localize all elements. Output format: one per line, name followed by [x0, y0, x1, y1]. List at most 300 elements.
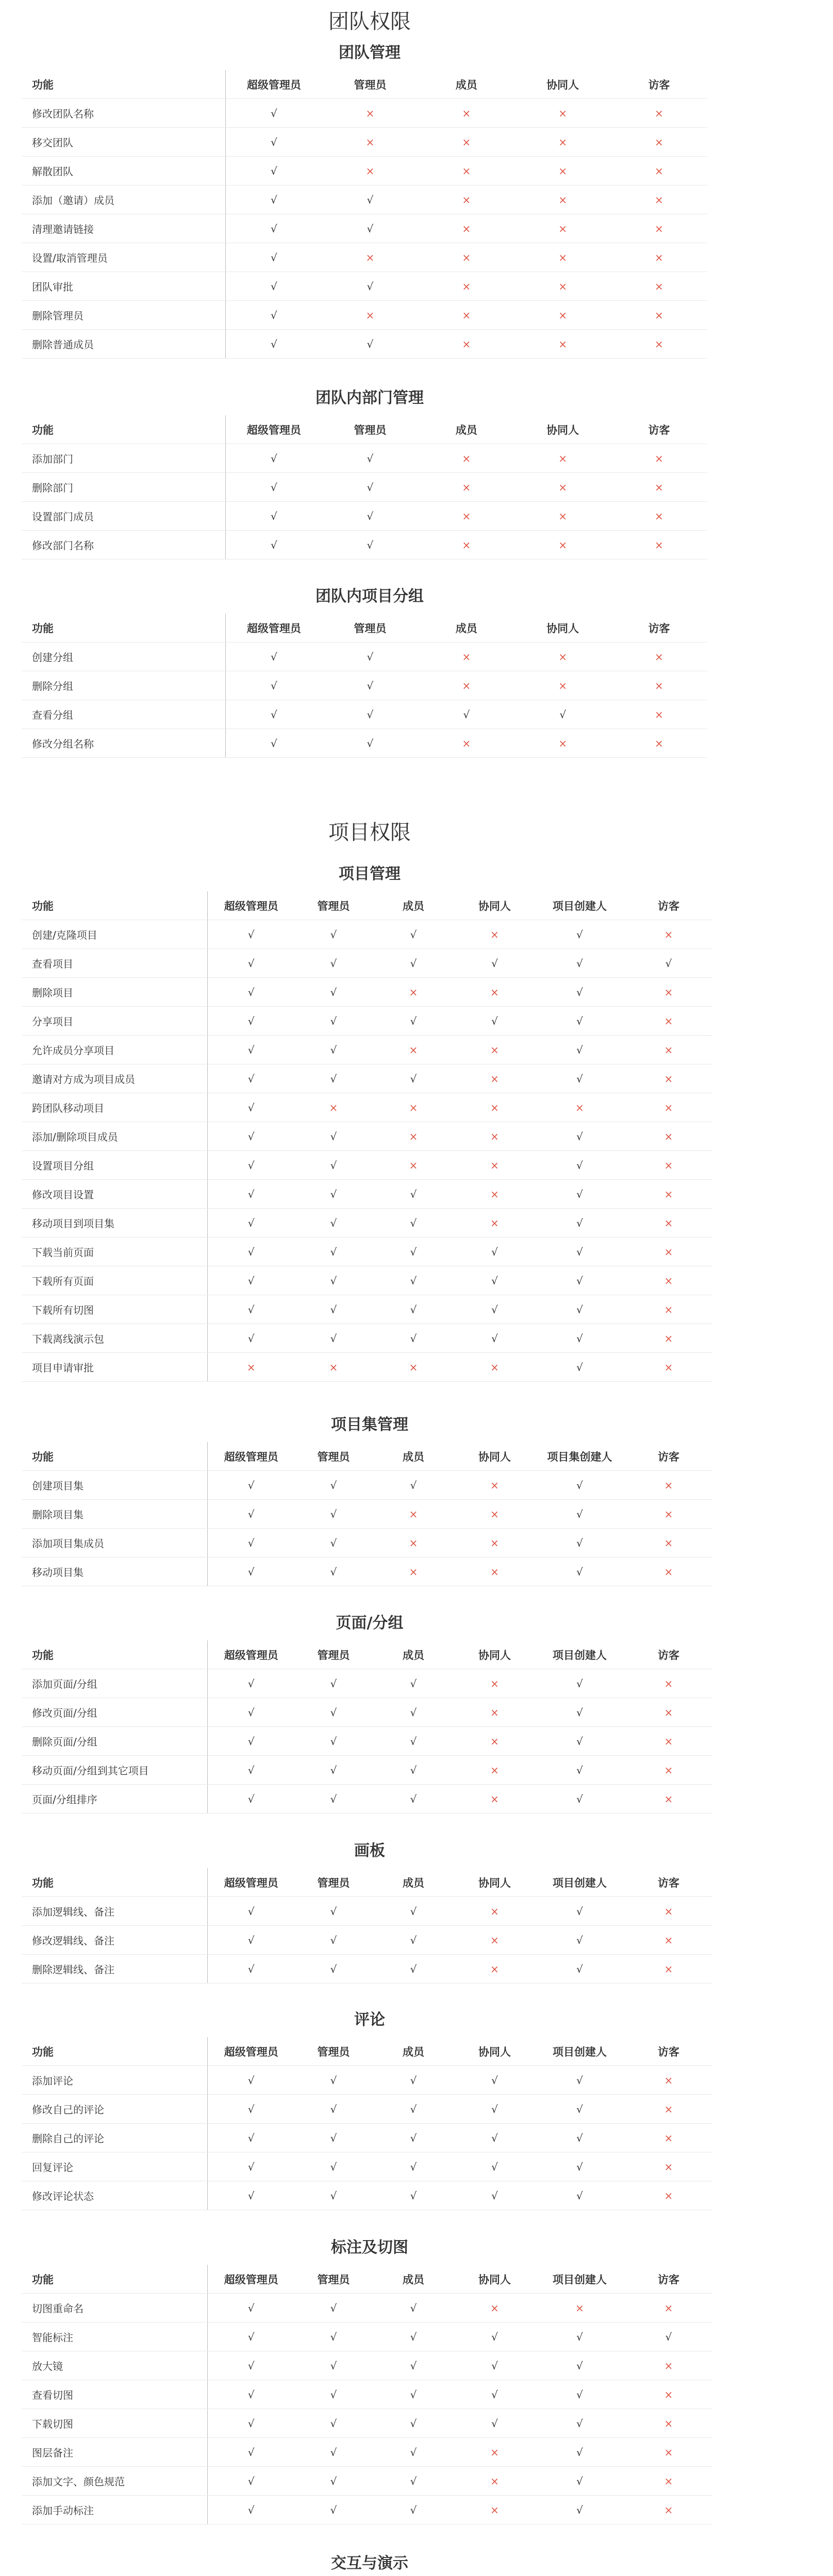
check-icon: √: [410, 1303, 417, 1316]
table-row: [22, 330, 707, 359]
permission-cell: [625, 2323, 712, 2351]
permission-cell: [535, 2467, 625, 2496]
permission-cell: [372, 2438, 455, 2467]
permission-cell: [535, 1785, 625, 1814]
check-icon: √: [330, 1303, 337, 1316]
cross-icon: ×: [664, 1274, 673, 1287]
permission-cell: [418, 157, 514, 185]
cross-icon: ×: [575, 2301, 584, 2314]
permission-cell: [625, 920, 712, 949]
cross-icon: ×: [664, 1962, 673, 1975]
cross-icon: ×: [490, 2503, 499, 2516]
check-icon: √: [270, 510, 277, 522]
permission-cell: [322, 671, 419, 700]
permission-cell: [535, 2066, 625, 2095]
cross-icon: ×: [490, 1159, 499, 1172]
cross-icon: ×: [409, 1043, 418, 1056]
check-icon: √: [410, 1792, 417, 1805]
permission-cell: [226, 157, 322, 185]
permission-cell: [295, 1007, 372, 1036]
permission-cell: [455, 2438, 535, 2467]
table-header-row: [22, 1442, 712, 1471]
permission-cell: [295, 1209, 372, 1238]
column-header: 访客: [625, 1640, 712, 1669]
check-icon: √: [330, 957, 337, 970]
feature-name: 下载所有切图: [22, 1295, 207, 1324]
permission-cell: [207, 1266, 295, 1295]
permission-cell: [322, 301, 419, 330]
permission-cell: [535, 920, 625, 949]
cross-icon: ×: [664, 1361, 673, 1374]
table-row: [22, 2181, 712, 2210]
permission-cell: [418, 642, 514, 671]
permission-cell: [295, 1529, 372, 1557]
permission-cell: [295, 2181, 372, 2210]
check-icon: √: [410, 2301, 417, 2314]
check-icon: √: [576, 1565, 583, 1578]
permission-cell: [611, 272, 707, 301]
permission-cell: [455, 1064, 535, 1093]
column-header: 项目集创建人: [535, 1442, 625, 1471]
feature-name: 移动页面/分组到其它项目: [22, 1756, 207, 1785]
check-icon: √: [410, 928, 417, 941]
check-icon: √: [576, 2330, 583, 2343]
check-icon: √: [366, 650, 374, 663]
permission-cell: [207, 2351, 295, 2380]
table-row: [22, 1669, 712, 1698]
cross-icon: ×: [664, 1303, 673, 1316]
permission-cell: [455, 1698, 535, 1727]
permission-cell: [611, 157, 707, 185]
feature-name: 删除逻辑线、备注: [22, 1955, 207, 1984]
check-icon: √: [410, 2388, 417, 2401]
column-header: 超级管理员: [207, 2037, 295, 2066]
cross-icon: ×: [655, 193, 663, 206]
table-row: [22, 2294, 712, 2323]
table-header-row: [22, 70, 707, 99]
cross-icon: ×: [558, 679, 568, 692]
cross-icon: ×: [655, 280, 663, 293]
check-icon: √: [330, 2475, 337, 2487]
permission-cell: [418, 214, 514, 243]
table-header-row: [22, 415, 707, 444]
check-icon: √: [576, 1072, 583, 1085]
check-icon: √: [410, 2074, 417, 2087]
table-row: [22, 642, 707, 671]
column-header: 管理员: [322, 415, 419, 444]
permission-cell: [418, 128, 514, 157]
cross-icon: ×: [365, 309, 375, 321]
permission-cell: [207, 1471, 295, 1500]
check-icon: √: [270, 222, 277, 235]
feature-name: 清理邀请链接: [22, 214, 226, 243]
permission-cell: [535, 1266, 625, 1295]
check-icon: √: [491, 1303, 498, 1316]
permission-cell: [295, 2438, 372, 2467]
permission-cell: [372, 978, 455, 1007]
permission-cell: [295, 1353, 372, 1382]
table-row: [22, 2409, 712, 2438]
cross-icon: ×: [664, 1245, 673, 1258]
permission-cell: [625, 949, 712, 978]
table-row: [22, 2438, 712, 2467]
column-header: 协同人: [455, 1442, 535, 1471]
permission-cell: [418, 272, 514, 301]
permission-cell: [625, 1727, 712, 1756]
permission-cell: [226, 531, 322, 560]
feature-name: 允许成员分享项目: [22, 1036, 207, 1064]
cross-icon: ×: [664, 2103, 673, 2115]
cross-icon: ×: [490, 2301, 499, 2314]
check-icon: √: [330, 1479, 337, 1492]
permission-cell: [207, 1897, 295, 1926]
cross-icon: ×: [655, 679, 663, 692]
permission-cell: [207, 1064, 295, 1093]
permission-cell: [372, 1266, 455, 1295]
check-icon: √: [576, 2446, 583, 2459]
check-icon: √: [330, 1043, 337, 1056]
permission-cell: [455, 2294, 535, 2323]
column-header: 功能: [22, 1640, 207, 1669]
feature-name: 设置/取消管理员: [22, 243, 226, 272]
permission-cell: [514, 444, 611, 473]
cross-icon: ×: [490, 1072, 499, 1085]
check-icon: √: [576, 1536, 583, 1549]
check-icon: √: [330, 2074, 337, 2087]
permission-cell: [295, 1151, 372, 1180]
permission-cell: [372, 1093, 455, 1122]
permission-cell: [372, 2066, 455, 2095]
feature-name: 移动项目集: [22, 1557, 207, 1586]
table-row: [22, 1500, 712, 1529]
feature-name: 添加评论: [22, 2066, 207, 2095]
permission-cell: [455, 2124, 535, 2153]
permission-cell: [207, 1122, 295, 1151]
permission-cell: [535, 2380, 625, 2409]
cross-icon: ×: [664, 2503, 673, 2516]
permission-table: [22, 2037, 712, 2210]
permission-cell: [535, 1064, 625, 1093]
check-icon: √: [270, 679, 277, 692]
cross-icon: ×: [558, 280, 568, 293]
permission-cell: [372, 1926, 455, 1955]
column-header: 超级管理员: [207, 1442, 295, 1471]
feature-name: 修改部门名称: [22, 531, 226, 560]
column-header: 超级管理员: [207, 891, 295, 920]
permission-cell: [535, 1180, 625, 1209]
permission-cell: [625, 978, 712, 1007]
feature-name: 添加文字、颜色规范: [22, 2467, 207, 2496]
permission-table: [22, 70, 707, 359]
cross-icon: ×: [490, 986, 499, 998]
table-row: [22, 1324, 712, 1353]
permission-cell: [625, 1756, 712, 1785]
cross-icon: ×: [365, 164, 375, 177]
permission-cell: [322, 444, 419, 473]
permission-cell: [207, 920, 295, 949]
table-row: [22, 1557, 712, 1586]
column-header: 访客: [625, 2037, 712, 2066]
permission-cell: [535, 1955, 625, 1984]
check-icon: √: [330, 2103, 337, 2115]
check-icon: √: [330, 2189, 337, 2202]
table-row: [22, 2066, 712, 2095]
permission-table: [22, 614, 707, 758]
permission-cell: [207, 1324, 295, 1353]
check-icon: √: [576, 1188, 583, 1200]
check-icon: √: [366, 679, 374, 692]
check-icon: √: [247, 1905, 255, 1918]
check-icon: √: [576, 1361, 583, 1374]
permission-cell: [372, 1209, 455, 1238]
permission-cell: [611, 243, 707, 272]
column-header: 访客: [625, 2265, 712, 2294]
permission-cell: [535, 2409, 625, 2438]
permission-cell: [295, 1926, 372, 1955]
feature-name: 删除分组: [22, 671, 226, 700]
permission-cell: [625, 1295, 712, 1324]
permission-cell: [455, 1756, 535, 1785]
cross-icon: ×: [490, 1962, 499, 1975]
cross-icon: ×: [558, 481, 568, 494]
permission-cell: [455, 2181, 535, 2210]
permission-cell: [535, 1295, 625, 1324]
cross-icon: ×: [490, 1188, 499, 1200]
permission-cell: [625, 1669, 712, 1698]
section-title: 团队权限: [328, 10, 411, 33]
check-icon: √: [270, 251, 277, 264]
check-icon: √: [247, 1303, 255, 1316]
check-icon: √: [576, 1303, 583, 1316]
feature-name: 修改自己的评论: [22, 2095, 207, 2124]
check-icon: √: [270, 309, 277, 321]
group-title: 页面/分组: [336, 1614, 404, 1632]
permission-cell: [372, 949, 455, 978]
permission-cell: [372, 2496, 455, 2524]
column-header: 协同人: [514, 415, 611, 444]
table-row: [22, 949, 712, 978]
permission-cell: [372, 1727, 455, 1756]
cross-icon: ×: [664, 2074, 673, 2087]
table-row: [22, 1529, 712, 1557]
permission-cell: [207, 1093, 295, 1122]
permission-cell: [207, 2467, 295, 2496]
permission-cell: [295, 2380, 372, 2409]
check-icon: √: [247, 2417, 255, 2430]
cross-icon: ×: [490, 1764, 499, 1776]
check-icon: √: [491, 1274, 498, 1287]
permission-cell: [295, 1698, 372, 1727]
feature-name: 删除管理员: [22, 301, 226, 330]
column-header: 成员: [372, 2037, 455, 2066]
permission-cell: [207, 1557, 295, 1586]
check-icon: √: [247, 1043, 255, 1056]
check-icon: √: [270, 650, 277, 663]
permission-cell: [295, 1266, 372, 1295]
column-header: 管理员: [295, 1868, 372, 1897]
feature-name: 设置部门成员: [22, 502, 226, 531]
permission-cell: [611, 99, 707, 128]
permission-cell: [625, 2351, 712, 2380]
feature-name: 添加页面/分组: [22, 1669, 207, 1698]
check-icon: √: [330, 986, 337, 998]
table-row: [22, 157, 707, 185]
permission-cell: [455, 2066, 535, 2095]
check-icon: √: [247, 1130, 255, 1143]
cross-icon: ×: [655, 538, 663, 551]
permission-cell: [625, 2294, 712, 2323]
permission-cell: [455, 949, 535, 978]
check-icon: √: [665, 957, 672, 970]
permission-cell: [418, 330, 514, 359]
check-icon: √: [330, 1536, 337, 1549]
permission-cell: [625, 2409, 712, 2438]
permission-cell: [207, 1500, 295, 1529]
cross-icon: ×: [558, 251, 568, 264]
check-icon: √: [330, 1072, 337, 1085]
check-icon: √: [410, 1735, 417, 1748]
permission-cell: [514, 700, 611, 729]
permission-cell: [295, 1180, 372, 1209]
permission-cell: [514, 301, 611, 330]
permission-cell: [535, 1122, 625, 1151]
permission-cell: [535, 1529, 625, 1557]
permission-cell: [625, 2496, 712, 2524]
permission-cell: [455, 2496, 535, 2524]
column-header: 项目创建人: [535, 2037, 625, 2066]
column-header: 协同人: [514, 614, 611, 642]
cross-icon: ×: [462, 251, 471, 264]
feature-name: 修改评论状态: [22, 2181, 207, 2210]
check-icon: √: [576, 957, 583, 970]
feature-name: 移交团队: [22, 128, 226, 157]
permission-cell: [322, 243, 419, 272]
permission-cell: [625, 1180, 712, 1209]
cross-icon: ×: [664, 986, 673, 998]
feature-name: 删除页面/分组: [22, 1727, 207, 1756]
permission-cell: [625, 2066, 712, 2095]
cross-icon: ×: [664, 1677, 673, 1690]
cross-icon: ×: [655, 737, 663, 750]
feature-name: 删除普通成员: [22, 330, 226, 359]
check-icon: √: [366, 481, 374, 494]
feature-name: 项目申请审批: [22, 1353, 207, 1382]
permission-cell: [295, 1295, 372, 1324]
permission-cell: [514, 214, 611, 243]
permission-cell: [226, 214, 322, 243]
cross-icon: ×: [558, 107, 568, 120]
cross-icon: ×: [462, 538, 471, 551]
cross-icon: ×: [409, 1101, 418, 1114]
cross-icon: ×: [365, 107, 375, 120]
column-header: 功能: [22, 891, 207, 920]
permission-cell: [372, 2095, 455, 2124]
check-icon: √: [576, 2074, 583, 2087]
cross-icon: ×: [664, 1159, 673, 1172]
check-icon: √: [665, 2330, 672, 2343]
permission-cell: [207, 2380, 295, 2409]
column-header: 功能: [22, 415, 226, 444]
column-header: 功能: [22, 70, 226, 99]
check-icon: √: [576, 1479, 583, 1492]
table-row: [22, 128, 707, 157]
permission-cell: [372, 1180, 455, 1209]
column-header: 成员: [418, 614, 514, 642]
cross-icon: ×: [664, 2446, 673, 2459]
permission-cell: [611, 330, 707, 359]
permission-cell: [455, 1727, 535, 1756]
permission-cell: [207, 2438, 295, 2467]
permission-cell: [455, 1007, 535, 1036]
permission-cell: [207, 1180, 295, 1209]
check-icon: √: [270, 193, 277, 206]
permission-cell: [625, 2380, 712, 2409]
check-icon: √: [330, 1565, 337, 1578]
column-header: 协同人: [455, 2037, 535, 2066]
permission-cell: [455, 1238, 535, 1266]
permission-cell: [322, 128, 419, 157]
table-row: [22, 1353, 712, 1382]
cross-icon: ×: [462, 280, 471, 293]
column-header: 成员: [418, 70, 514, 99]
permission-cell: [295, 2351, 372, 2380]
permission-cell: [295, 1093, 372, 1122]
permission-cell: [226, 185, 322, 214]
group-title: 团队内项目分组: [315, 587, 424, 605]
permission-cell: [455, 1955, 535, 1984]
column-header: 超级管理员: [226, 415, 322, 444]
column-header: 协同人: [455, 2265, 535, 2294]
check-icon: √: [330, 1274, 337, 1287]
permission-cell: [455, 1151, 535, 1180]
table-row: [22, 729, 707, 758]
column-header: 超级管理员: [207, 2265, 295, 2294]
permission-cell: [418, 671, 514, 700]
permission-cell: [372, 1955, 455, 1984]
cross-icon: ×: [329, 1101, 338, 1114]
feature-name: 创建项目集: [22, 1471, 207, 1500]
check-icon: √: [247, 2301, 255, 2314]
check-icon: √: [247, 1735, 255, 1748]
check-icon: √: [491, 2359, 498, 2372]
table-row: [22, 2095, 712, 2124]
cross-icon: ×: [655, 164, 663, 177]
check-icon: √: [247, 2189, 255, 2202]
permission-cell: [322, 272, 419, 301]
cross-icon: ×: [664, 1130, 673, 1143]
table-row: [22, 1151, 712, 1180]
permission-cell: [372, 1007, 455, 1036]
permission-cell: [514, 128, 611, 157]
cross-icon: ×: [664, 2189, 673, 2202]
cross-icon: ×: [664, 1536, 673, 1549]
permission-cell: [625, 1266, 712, 1295]
permission-cell: [455, 1324, 535, 1353]
feature-name: 团队审批: [22, 272, 226, 301]
cross-icon: ×: [655, 251, 663, 264]
permission-cell: [625, 1324, 712, 1353]
permission-cell: [207, 2294, 295, 2323]
feature-name: 图层备注: [22, 2438, 207, 2467]
permission-cell: [372, 920, 455, 949]
check-icon: √: [270, 164, 277, 177]
check-icon: √: [366, 452, 374, 465]
feature-name: 下载所有页面: [22, 1266, 207, 1295]
permission-cell: [611, 642, 707, 671]
permission-cell: [455, 2323, 535, 2351]
permission-cell: [455, 2467, 535, 2496]
cross-icon: ×: [664, 1188, 673, 1200]
